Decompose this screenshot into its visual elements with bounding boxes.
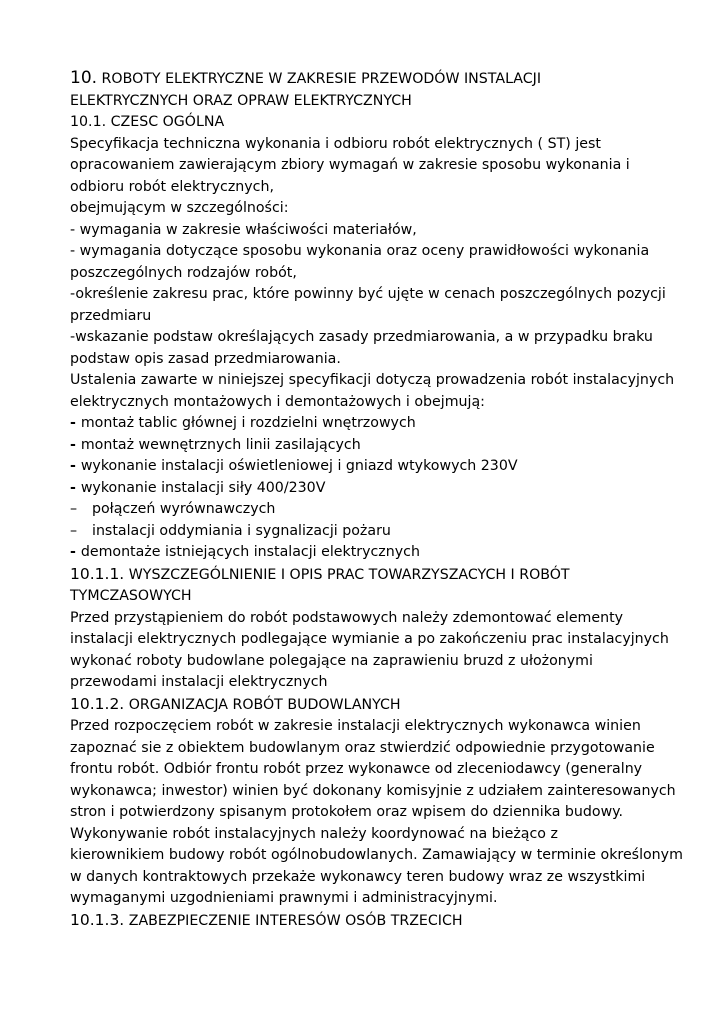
scope-list-item [70,499,670,521]
section-10-1-1-title-line-2: TYMCZASOWYCH [70,588,192,604]
paragraph-line: wykonawca; inwestor) winien być dokonany komisyjnie z udziałem zainteresowanych [70,782,676,799]
section-number: 10.1.2. [70,694,125,713]
list-marker: – [70,501,78,517]
paragraph-line: kierownikiem budowy robót ogólnobudowlanych. Zamawiający w terminie określonym [70,847,683,863]
paragraph-line: frontu robót. Odbiór frontu robót przez wykonawce od zleceniodawcy (generalny [70,761,643,777]
paragraph-line: -określenie zakresu prac, które powinny być ujęte w cenach poszczególnych pozycji [70,286,666,302]
paragraph-line: obejmującym w szczególności: [70,200,289,216]
paragraph-line: opracowaniem zawierającym zbiory wymagań w zakresie sposobu wykonania i [70,157,630,173]
section-10-1-title: 10.1. CZESC OGÓLNA [70,114,225,130]
scope-list-item [70,478,670,500]
list-item-text: montaż tablic głównej i rozdzielni wnętrzowych [80,415,416,431]
section-title: ZABEZPIECZENIE INTERESÓW OSÓB TRZECICH [124,912,463,929]
paragraph-line: przedmiaru [70,307,152,324]
chapter-title-part-1: ROBOTY ELEKTRYCZNE W ZAKRESIE PRZEWODÓW INSTALACJI [97,71,542,87]
paragraph-line: Ustalenia zawarte w niniejszej specyfikacji dotyczą prowadzenia robót instalacyjnych [70,372,675,388]
list-item-text: instalacji oddymiania i sygnalizacji pożaru [92,522,391,539]
paragraph-line: Przed rozpoczęciem robót w zakresie instalacji elektrycznych wykonawca winien [70,718,641,734]
scope-list-item [70,521,670,543]
section-10-1-1-title-line-1 [70,564,670,587]
list-item-text: demontaże istniejących instalacji elektrycznych [80,544,420,560]
section-10-1-3-title [70,910,670,933]
paragraph-line: instalacji elektrycznych podlegające wymianie a po zakończeniu prac instalacyjnych [70,631,669,647]
paragraph-line: wymaganymi uzgodnieniami prawnymi i administracyjnymi. [70,890,498,906]
list-item-text: montaż wewnętrznych linii zasilających [80,436,361,453]
paragraph-line: Przed przystąpieniem do robót podstawowych należy zdemontować elementy [70,609,624,626]
list-marker: - [70,415,81,431]
paragraph-line: stron i potwierdzony spisanym protokołem oraz wpisem do dziennika budowy. [70,804,624,820]
paragraph-line: odbioru robót elektrycznych, [70,178,274,195]
paragraph-line: Specyfikacja techniczna wykonania i odbioru robót elektrycznych ( ST) jest [70,135,601,152]
list-item-text: połączeń wyrównawczych [92,501,276,517]
list-item-text: wykonanie instalacji oświetleniowej i gniazd wtykowych 230V [80,458,518,474]
paragraph-line: Wykonywanie robót instalacyjnych należy koordynować na bieżąco z [70,825,558,842]
list-marker: - [70,458,81,474]
chapter-number: 10. [70,68,98,88]
paragraph-line: elektrycznych montażowych i demontażowych i obejmują: [70,393,485,410]
section-10-1-2-title [70,694,670,717]
document-page [70,68,683,932]
paragraph-line: wykonać roboty budowlane polegające na zaprawieniu bruzd z ułożonymi [70,652,593,669]
list-marker: - [70,436,81,453]
list-marker: - [70,544,81,560]
section-title: ORGANIZACJA ROBÓT BUDOWLANYCH [124,696,401,713]
paragraph-line: -wskazanie podstaw określających zasady przedmiarowania, a w przypadku braku [70,329,653,345]
list-marker: – [70,522,78,539]
paragraph-line: poszczególnych rodzajów robót, [70,264,297,281]
scope-list-item [70,456,670,478]
chapter-heading-line-2: ELEKTRYCZNYCH ORAZ OPRAW ELEKTRYCZNYCH [70,92,412,109]
section-number: 10.1.3. [70,910,125,929]
list-marker: - [70,479,81,496]
scope-list-item [70,435,670,457]
section-number: 10.1.1. [70,564,125,583]
list-item-text: wykonanie instalacji siły 400/230V [80,479,326,496]
section-title: WYSZCZEGÓLNIENIE I OPIS PRAC TOWARZYSZACYCH I ROBÓT [124,566,570,583]
scope-list-item [70,542,670,564]
paragraph-line: - wymagania dotyczące sposobu wykonania oraz oceny prawidłowości wykonania [70,243,650,259]
chapter-heading-line-1 [70,68,670,91]
paragraph-line: przewodami instalacji elektrycznych [70,674,328,690]
paragraph-line: - wymagania w zakresie właściwości materiałów, [70,221,417,238]
paragraph-line: podstaw opis zasad przedmiarowania. [70,350,341,367]
paragraph-line: w danych kontraktowych przekaże wykonawcy teren budowy wraz ze wszystkimi [70,868,646,885]
paragraph-line: zapoznać sie z obiektem budowlanym oraz stwierdzić odpowiednie przygotowanie [70,739,655,756]
scope-list-item [70,413,670,435]
